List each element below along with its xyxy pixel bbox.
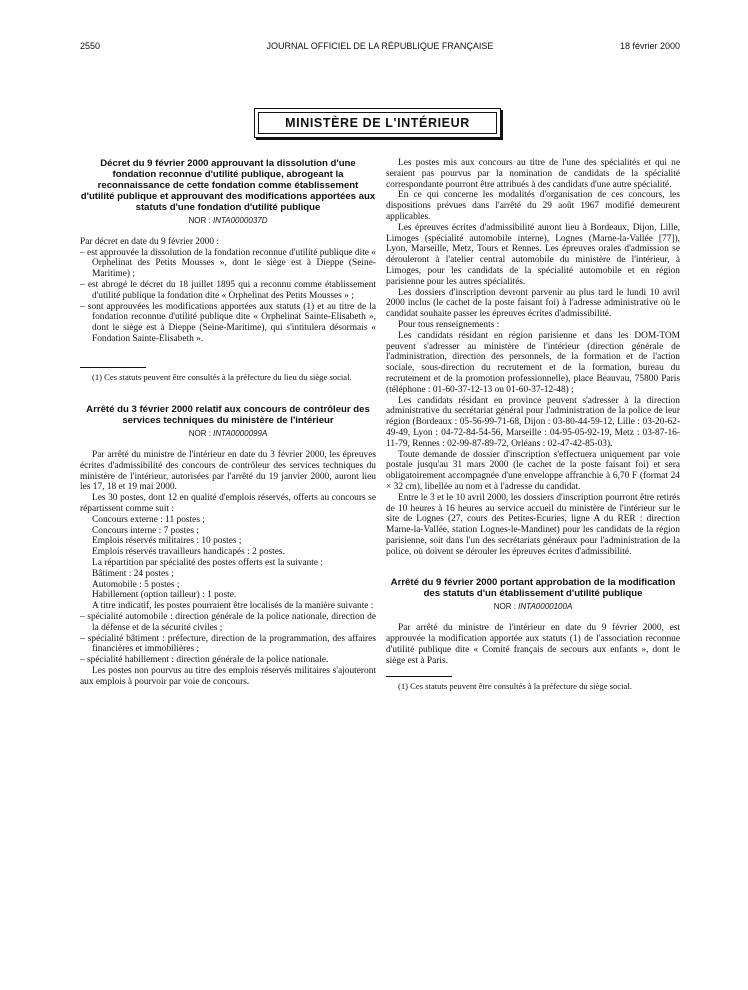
paragraph: Les candidats résidant en région parisienne et dans les DOM-TOM peuvent s'adresser au ministère de l'intérieur (direction générale de l'administration, direction des personnels, de la formation et de l'action sociale, sous-direction du recrutement et de la formation, bureau du recrutement et de la promotion professionnelle), place Beauvau, 75800 Paris (téléphone : 01-60-37-12-13 ou 01-60-37-12-48) ;: [386, 330, 680, 395]
paragraph: Pour tous renseignements :: [398, 319, 500, 330]
list-item: Concours externe : 11 postes ;: [92, 514, 205, 525]
list-item: Habillement (option tailleur) : 1 poste.: [92, 590, 237, 601]
paragraph: Les 30 postes, dont 12 en qualité d'emplois réservés, offerts au concours se répartissent comme suit :: [80, 493, 376, 514]
arrete2-footnote: (1) Ces statuts peuvent être consultés à la préfecture du siège social.: [398, 681, 632, 692]
decree1-nor-code: INTA0000037D: [212, 216, 268, 225]
list-item: – spécialité bâtiment : préfecture, direction de la programmation, des affaires financières et immobilières ;: [80, 633, 376, 655]
paragraph: Toute demande de dossier d'inscription s'effectuera uniquement par voie postale jusqu'au 31 mars 2000 (le cachet de la poste faisant foi) et sera obligatoirement accompagnée d'une enveloppe affranchie à 6,70 F (format 24 × 32 cm), libellée au nom et à l'adresse du candidat.: [386, 449, 680, 492]
paragraph: A titre indicatif, les postes pourraient être localisés de la manière suivante :: [92, 601, 374, 612]
paragraph: La répartition par spécialité des postes offerts est la suivante :: [92, 557, 324, 568]
list-item: Emplois réservés travailleurs handicapés : 2 postes.: [92, 547, 285, 558]
issue-date: 18 février 2000: [619, 41, 680, 51]
paragraph: Les candidats résidant en province peuvent s'adresser à la direction administrative du secrétariat général pour l'administration de la police de leur région (Bordeaux : 05-56-99-71-68, Dijon : 03-80-44-59-12, Lille : 03-20-62-49-49, Lyon : 04-72-84-54-56, Marseille : 04-95-05-92-19, Metz : 03-87-16-11-79, Rennes : 02-99-87-89-72, Orléans : 02-47-42-85-03).: [386, 395, 680, 449]
list-item: Emplois réservés militaires : 10 postes ;: [92, 536, 242, 547]
footnote-separator: [386, 676, 452, 677]
list-item: – spécialité automobile : direction générale de la police nationale, direction de la défense et de la sécurité civiles ;: [80, 611, 376, 633]
locations-list: [80, 612, 376, 666]
decree1-item: – est approuvée la dissolution de la fondation reconnue d'utilité publique dite « Orphelinat des Petits Mousses », dont le siège est à Dieppe (Seine-Maritime) ;: [80, 247, 376, 280]
paragraph: Les postes mis aux concours au titre de l'une des spécialités et qui ne seraient pas pourvus par la nomination de candidats de la spécialité correspondante pourront être attribués à des candidats d'une autre spécialité.: [386, 158, 680, 190]
left-column: [80, 158, 376, 688]
decree1-title: Décret du 9 février 2000 approuvant la dissolution d'une fondation reconnue d'utilité publique, abrogeant la reconnaissance de cette fondation comme établissement d'utilité publique et approuvant des modifications apportées aux statuts d'une fondation d'utilité publique: [80, 158, 376, 213]
arrete2-nor: NOR : INTA0000100A: [493, 602, 573, 612]
list-item: Bâtiment : 24 postes ;: [92, 568, 174, 579]
paragraph: Par arrêté du ministre de l'intérieur en date du 9 février 2000, est approuvée la modification apportée aux statuts (1) de l'association reconnue d'utilité publique dite « Comité français de secours aux enfants », dont le siège est à Paris.: [386, 623, 680, 666]
list-item: – spécialité habillement : direction générale de la police nationale.: [80, 655, 329, 666]
arrete1-title: Arrêté du 3 février 2000 relatif aux concours de contrôleur des services techniques du ministère de l'intérieur: [86, 404, 370, 427]
decree1-item: – est abrogé le décret du 18 juillet 1895 qui a reconnu comme établissement d'utilité publique la fondation dite « Orphelinat des Petits Mousses » ;: [80, 279, 376, 301]
right-column: [386, 158, 680, 692]
ministry-title: MINISTÈRE DE L'INTÉRIEUR: [258, 112, 497, 134]
decree1-item: – sont approuvées les modifications apportées aux statuts (1) et au titre de la fondation reconnue d'utilité publique dite « Orphelinat Sainte-Elisabeth », dont le siège est à Dieppe (Seine-Maritime), qui s'intitulera désormais « Fondation Sainte-Elisabeth ».: [80, 301, 376, 344]
ministry-box: [254, 108, 501, 138]
journal-title: JOURNAL OFFICIEL DE LA RÉPUBLIQUE FRANÇAISE: [266, 41, 494, 51]
paragraph: Par arrêté du ministre de l'intérieur en date du 3 février 2000, les épreuves écrites d'admissibilité des concours de contrôleur des services techniques du ministère de l'intérieur, autorisées par l'arrêté du 19 janvier 2000, auront lieu les 17, 18 et 19 mai 2000.: [80, 449, 376, 493]
list-item: Concours interne : 7 postes ;: [92, 525, 200, 536]
decree1-list: [80, 248, 376, 345]
footnote-separator: [80, 367, 146, 368]
paragraph: Les dossiers d'inscription devront parvenir au plus tard le lundi 10 avril 2000 inclus (le cachet de la poste faisant foi) à l'adresse administrative où le candidat souhaite passer les épreuves écrites d'admissibilité.: [386, 287, 680, 320]
page-header: [80, 41, 680, 55]
arrete2-nor-code: INTA0000100A: [518, 602, 573, 612]
paragraph: En ce qui concerne les modalités d'organisation de ces concours, les dispositions prévues dans l'arrêté du 29 août 1967 modifié demeurent applicables.: [386, 190, 680, 222]
list-item: Automobile : 5 postes ;: [92, 579, 180, 590]
arrete1-nor: NOR : INTA0000099A: [188, 429, 268, 439]
arrete1-nor-code: INTA0000099A: [213, 429, 268, 439]
decree1-footnote: (1) Ces statuts peuvent être consultés à la préfecture du lieu du siège social.: [92, 371, 352, 382]
arrete2-title: Arrêté du 9 février 2000 portant approbation de la modification des statuts d'un établissement d'utilité publique: [390, 577, 676, 600]
paragraph: Les postes non pourvus au titre des emplois réservés militaires s'ajouteront aux emplois à pourvoir par voie de concours.: [80, 665, 376, 687]
paragraph: Les épreuves écrites d'admissibilité auront lieu à Bordeaux, Dijon, Lille, Limoges (spécialité automobile interne), Lognes (Marne-la-Vallée [77]), Lyon, Marseille, Metz, Tours et Rennes. Les épreuves orales d'admission se dérouleront à l'atelier central automobile du ministère de l'intérieur, à Limoges, pour les candidats de la spécialité automobile et en région parisienne pour les autres spécialités.: [386, 222, 680, 287]
decree1-intro: Par décret en date du 9 février 2000 :: [80, 236, 220, 247]
paragraph: Entre le 3 et le 10 avril 2000, les dossiers d'inscription pourront être retirés de 10 heures à 16 heures au service accueil du ministère de l'intérieur sur le site de Lognes (27, cours des Petites-Ecuries, ligne A du RER : direction Marne-la-Vallée, station Lognes-le-Mandinet) pour les candidats de la région parisienne, soit dans l'un des secrétariats généraux pour l'administration de la police, où doivent se dérouler les épreuves écrites d'admissibilité.: [386, 492, 680, 557]
decree1-nor: NOR : INTA0000037D: [188, 216, 268, 225]
page-number: 2550: [80, 41, 101, 51]
